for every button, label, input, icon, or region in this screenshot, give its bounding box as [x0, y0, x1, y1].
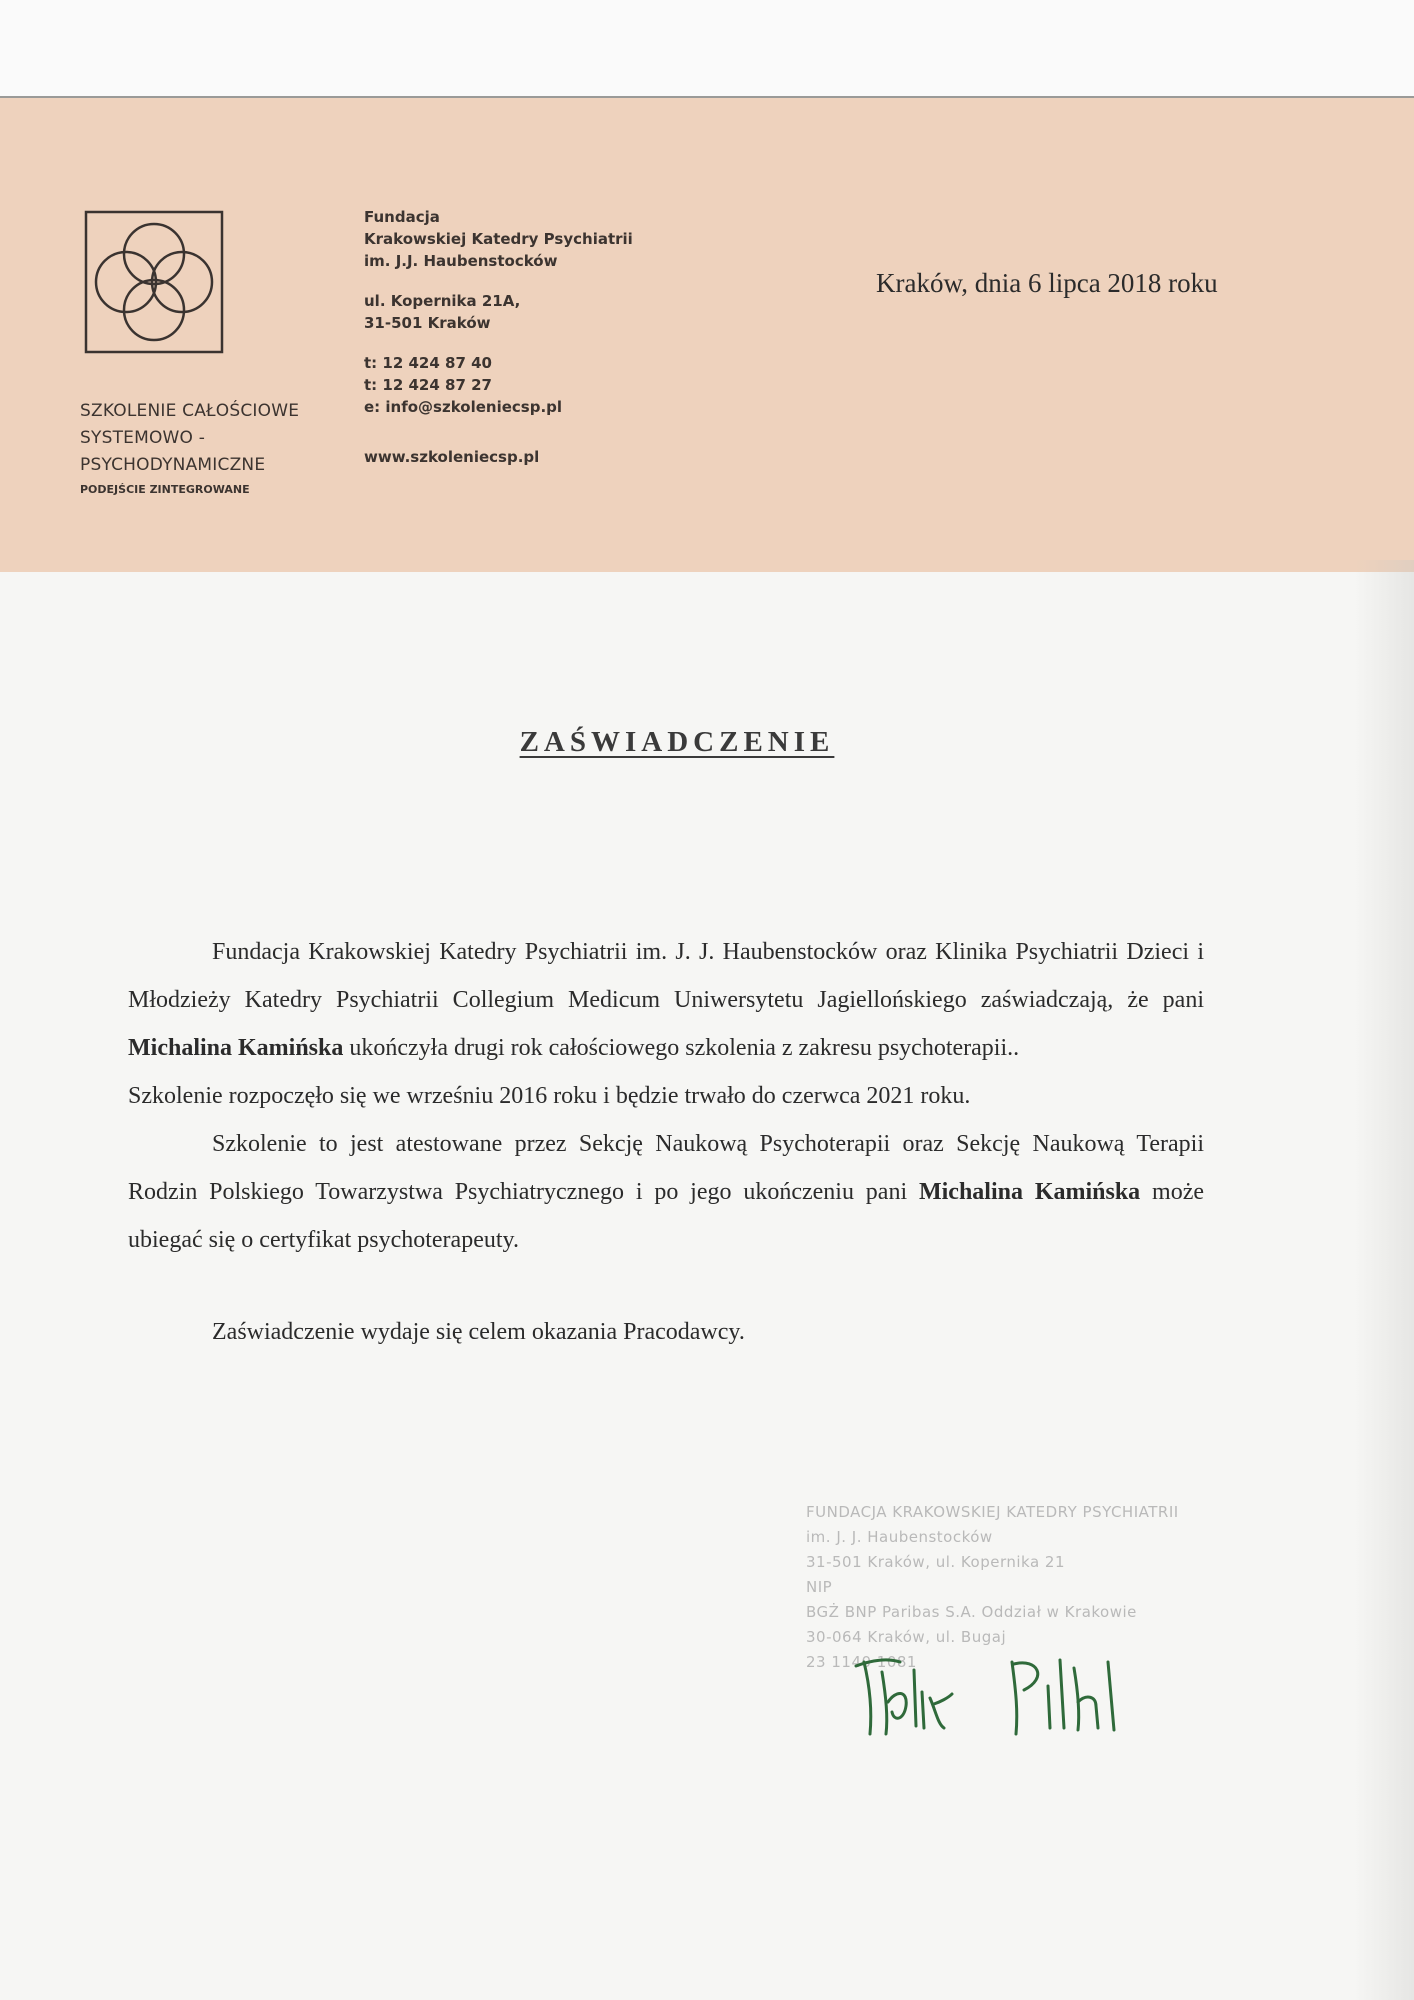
paragraph-1-part-b: ukończyła drugi rok całościowego szkolenia z zakresu psychoterapii.. [343, 1035, 1020, 1061]
paragraph-2: Szkolenie rozpoczęło się we wrześniu 2016 roku i będzie trwało do czerwca 2021 roku. [128, 1083, 971, 1109]
program-name-line-2: SYSTEMOWO - [80, 428, 206, 448]
paragraph-3 [128, 1120, 1204, 1264]
address-line-2: 31-501 Kraków [364, 314, 491, 332]
stamp-line: 31-501 Kraków, ul. Kopernika 21 [806, 1553, 1066, 1571]
paragraph-3-part-b: może ubiegać się o certyfikat psychoterapeuty. [128, 1179, 1205, 1253]
organization-info [364, 206, 633, 468]
foundation-logo [84, 210, 224, 354]
document-body [128, 928, 1204, 1356]
program-name-line-1: SZKOLENIE CAŁOŚCIOWE [80, 401, 300, 421]
org-name-line-2: Krakowskiej Katedry Psychiatrii [364, 230, 633, 248]
recipient-name: Michalina Kamińska [128, 1035, 344, 1061]
recipient-name-2: Michalina Kamińska [918, 1179, 1141, 1205]
program-name-line-3: PSYCHODYNAMICZNE [80, 455, 266, 475]
stamp-line: 30-064 Kraków, ul. Bugaj [806, 1628, 1007, 1646]
stamp-line: 23 1140 1081 [806, 1653, 917, 1671]
paper-top-margin [0, 0, 1414, 100]
stamp-line: FUNDACJA KRAKOWSKIEJ KATEDRY PSYCHIATRII [806, 1503, 1179, 1521]
paper-shadow [1354, 560, 1414, 2000]
paragraph-1-part-a: Fundacja Krakowskiej Katedry Psychiatrii im. J. J. Haubenstocków oraz Klinika Psychiatrii Dzieci i Młodzieży Katedry Psychiatrii Collegium Medicum Uniwersytetu Jagiellońskiego zaświadczają, że pani [128, 939, 1204, 1013]
website: www.szkoleniecsp.pl [364, 448, 540, 466]
program-subtitle: PODEJŚCIE ZINTEGROWANE [80, 483, 250, 496]
stamp-line: NIP [806, 1578, 833, 1596]
org-name-line-3: im. J.J. Haubenstocków [364, 252, 558, 270]
handwritten-signature [852, 1642, 1132, 1742]
document-date: Kraków, dnia 6 lipca 2018 roku [876, 268, 1218, 298]
program-name [80, 398, 299, 501]
org-contact [364, 352, 633, 418]
org-name-line-1: Fundacja [364, 208, 440, 226]
paragraph-4: Zaświadczenie wydaje się celem okazania Pracodawcy. [212, 1319, 745, 1345]
email: e: info@szkoleniecsp.pl [364, 398, 563, 416]
document-title: ZAŚWIADCZENIE [519, 726, 835, 758]
phone-1: t: 12 424 87 40 [364, 354, 492, 372]
stamp-line: BGŻ BNP Paribas S.A. Oddział w Krakowie [806, 1603, 1137, 1621]
stamp-line: im. J. J. Haubenstocków [806, 1528, 993, 1546]
org-name [364, 206, 633, 272]
paragraph-3-part-a: Szkolenie to jest atestowane przez Sekcję Naukową Psychoterapii oraz Sekcję Naukową Terapii Rodzin Polskiego Towarzystwa Psychiatrycznego i po jego ukończeniu pani [128, 1131, 1204, 1205]
org-address [364, 290, 633, 334]
phone-2: t: 12 424 87 27 [364, 376, 492, 394]
address-line-1: ul. Kopernika 21A, [364, 292, 521, 310]
paragraph-1 [128, 928, 1204, 1072]
